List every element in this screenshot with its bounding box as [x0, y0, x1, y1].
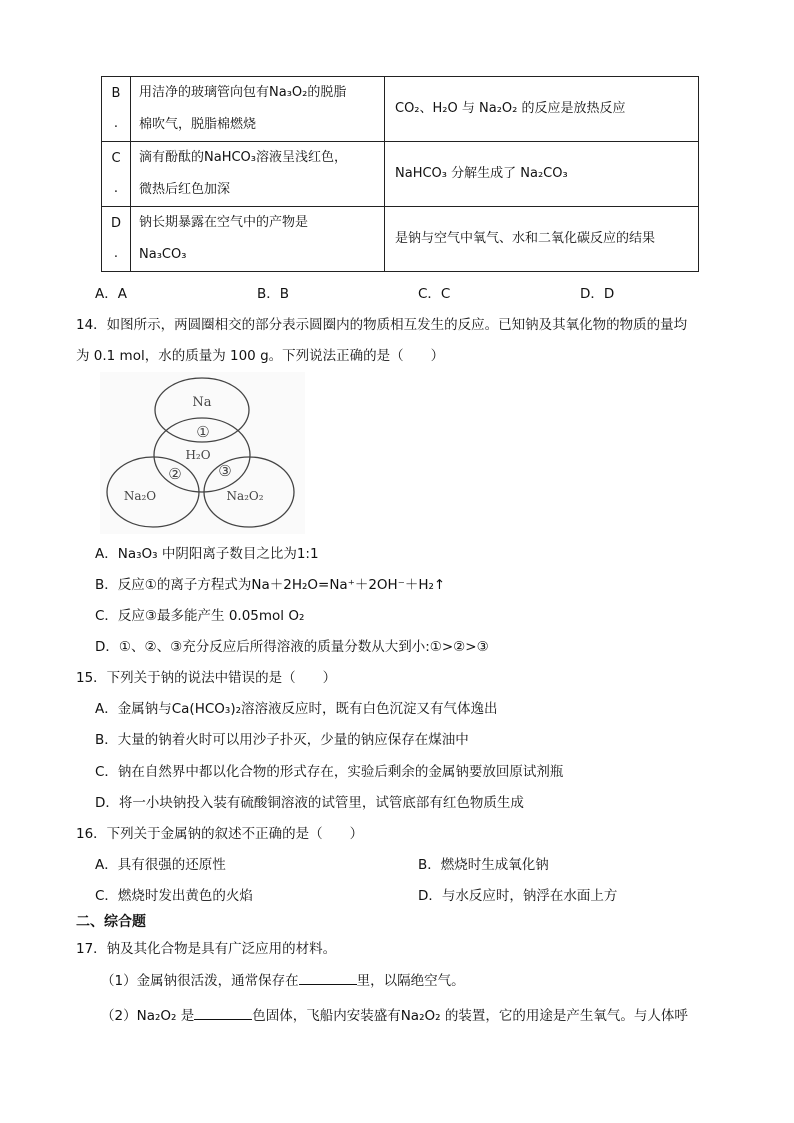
- conclusion-cell: CO₂、H₂O 与 Na₂O₂ 的反应是放热反应: [385, 77, 699, 142]
- label-h2o: H₂O: [185, 448, 211, 462]
- q14-venn-diagram: [100, 372, 305, 534]
- marker-2: ②: [168, 465, 182, 483]
- operation-line-1: 钠长期暴露在空气中的产物是: [139, 215, 309, 230]
- operation-cell: [131, 207, 385, 272]
- option-letter: B: [111, 86, 121, 101]
- q17-part-1-after: 里，以隔绝空气。: [356, 973, 465, 989]
- option-letter-cell: [102, 207, 131, 272]
- operation-line-2: Na₃CO₃: [139, 247, 187, 262]
- q14-stem-line-2: 为 0.1 mol，水的质量为 100 g。下列说法正确的是（ ）: [76, 348, 445, 364]
- table-row: [102, 142, 699, 207]
- q16-option-b[interactable]: B．燃烧时生成氧化钠: [418, 857, 549, 873]
- operation-line-2: 棉吹气，脱脂棉燃烧: [139, 117, 257, 132]
- q15-stem: 15．下列关于钠的说法中错误的是（ ）: [76, 670, 337, 686]
- q15-option-c[interactable]: C．钠在自然界中都以化合物的形式存在，实验后剩余的金属钠要放回原试剂瓶: [95, 764, 564, 780]
- option-letter: D: [110, 216, 121, 231]
- q14-option-c[interactable]: C．反应③最多能产生 0.05mol O₂: [95, 608, 305, 624]
- q17-part-2-before: （2）Na₂O₂ 是: [101, 1008, 195, 1024]
- choice-a[interactable]: A．A: [95, 286, 127, 302]
- table-row: [102, 77, 699, 142]
- q16-option-d[interactable]: D．与水反应时，钠浮在水面上方: [418, 888, 618, 904]
- choice-d[interactable]: D．D: [580, 286, 615, 302]
- option-dot: .: [113, 246, 119, 261]
- q16-stem: 16．下列关于金属钠的叙述不正确的是（ ）: [76, 826, 364, 842]
- q14-option-a[interactable]: A．Na₃O₃ 中阴阳离子数目之比为1:1: [95, 546, 319, 562]
- choice-c[interactable]: C．C: [418, 286, 451, 302]
- q15-option-a[interactable]: A．金属钠与Ca(HCO₃)₂溶溶液反应时，既有白色沉淀又有气体逸出: [95, 701, 498, 717]
- operation-line-1: 用洁净的玻璃管向包有Na₃O₂的脱脂: [139, 85, 347, 100]
- conclusion-cell: NaHCO₃ 分解生成了 Na₂CO₃: [385, 142, 699, 207]
- q15-option-b[interactable]: B．大量的钠着火时可以用沙子扑灭，少量的钠应保存在煤油中: [95, 732, 469, 748]
- q15-option-d[interactable]: D．将一小块钠投入装有硫酸铜溶液的试管里，试管底部有红色物质生成: [95, 795, 524, 811]
- q14-option-b[interactable]: B．反应①的离子方程式为Na＋2H₂O=Na⁺＋2OH⁻＋H₂↑: [95, 577, 446, 593]
- marker-1: ①: [196, 423, 210, 441]
- label-na: Na: [192, 395, 212, 410]
- answer-blank[interactable]: [299, 972, 357, 985]
- q17-stem: 17．钠及其化合物是具有广泛应用的材料。: [76, 941, 337, 957]
- q17-part-1-before: （1）金属钠很活泼，通常保存在: [101, 973, 299, 989]
- q14-option-d[interactable]: D．①、②、③充分反应后所得溶液的质量分数从大到小:①>②>③: [95, 639, 489, 655]
- option-letter: C: [111, 151, 121, 166]
- table-row: [102, 207, 699, 272]
- answer-blank[interactable]: [194, 1007, 252, 1020]
- choice-b[interactable]: B．B: [257, 286, 290, 302]
- q16-option-c[interactable]: C．燃烧时发出黄色的火焰: [95, 888, 253, 904]
- section-heading: 二、综合题: [76, 914, 146, 930]
- operation-line-2: 微热后红色加深: [139, 182, 231, 197]
- q17-part-2: [101, 1004, 688, 1024]
- conclusion-cell: 是钠与空气中氧气、水和二氧化碳反应的结果: [385, 207, 699, 272]
- q14-stem-line-1: 14．如图所示，两圆圈相交的部分表示圆圈内的物质相互发生的反应。已知钠及其氧化物的物质的量均: [76, 317, 688, 333]
- operation-line-1: 滴有酚酞的NaHCO₃溶液呈浅红色，: [139, 150, 347, 165]
- option-letter-cell: [102, 142, 131, 207]
- label-na2o: Na₂O: [123, 489, 157, 503]
- q17-part-1: [101, 969, 465, 989]
- q17-part-2-after: 色固体，飞船内安装盛有Na₂O₂ 的装置，它的用途是产生氧气。与人体呼: [252, 1008, 688, 1024]
- operation-cell: [131, 142, 385, 207]
- option-dot: .: [113, 116, 119, 131]
- marker-3: ③: [218, 462, 232, 480]
- option-dot: .: [113, 181, 119, 196]
- option-letter-cell: [102, 77, 131, 142]
- q13-options-table: [101, 76, 699, 272]
- q16-option-a[interactable]: A．具有很强的还原性: [95, 857, 226, 873]
- operation-cell: [131, 77, 385, 142]
- label-na2o2: Na₂O₂: [226, 489, 264, 503]
